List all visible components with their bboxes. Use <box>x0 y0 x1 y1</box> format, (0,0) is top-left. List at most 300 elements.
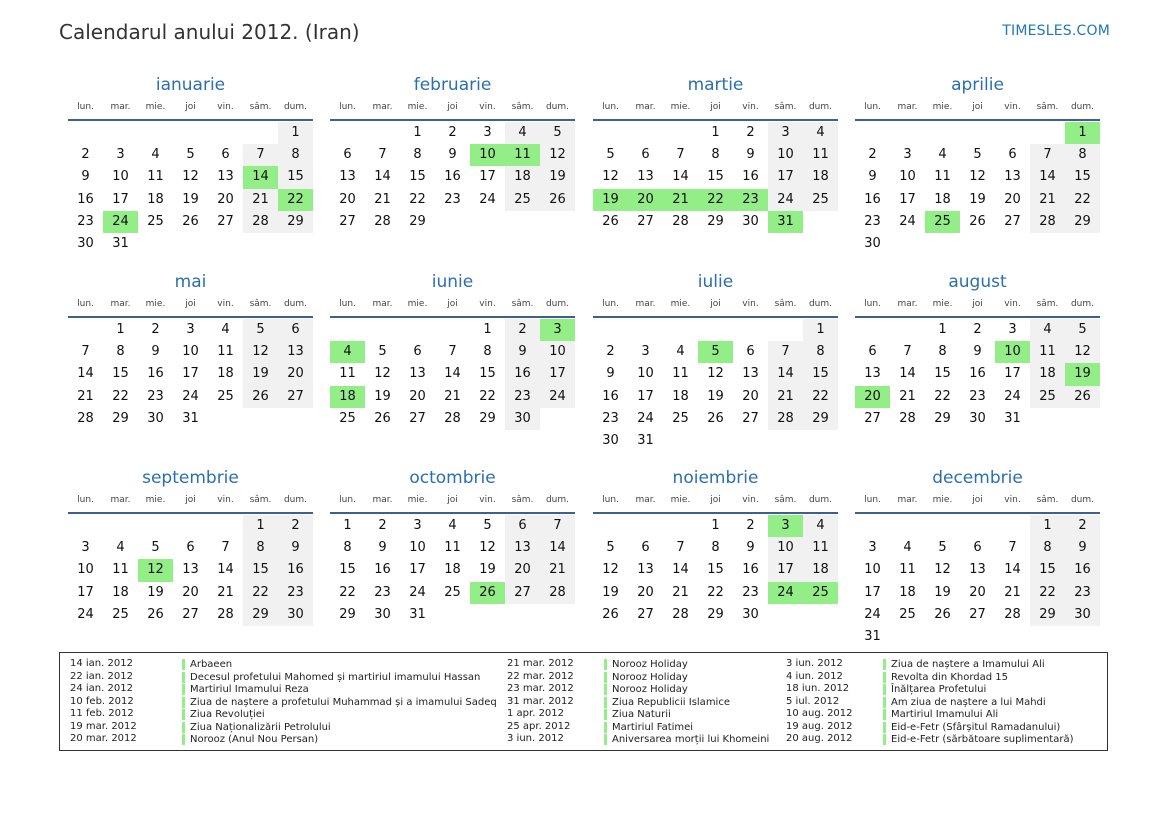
day-cell: 17 <box>864 584 881 600</box>
day-cell: 27 <box>339 213 356 229</box>
day-grid <box>330 122 575 233</box>
day-cell: 7 <box>903 344 912 360</box>
day-grid <box>593 122 838 233</box>
day-cell: 8 <box>343 540 352 556</box>
weekday-name: mie. <box>670 299 691 309</box>
empty-day-cell <box>663 319 698 341</box>
empty-day-cell <box>278 408 313 430</box>
holiday-name: Norooz Holiday <box>604 684 688 695</box>
week-row <box>330 341 575 363</box>
day-grid <box>593 515 838 626</box>
holiday-date: 23 mar. 2012 <box>507 683 574 694</box>
day-cell: 18 <box>1030 363 1065 385</box>
day-cell: 19 <box>593 189 628 211</box>
day-cell: 2 <box>505 319 540 341</box>
day-cell: 2 <box>606 344 615 360</box>
day-cell: 23 <box>969 388 986 404</box>
weekday-name: lun. <box>77 102 94 112</box>
day-cell: 10 <box>768 144 803 166</box>
weekday-name: mie. <box>670 102 691 112</box>
month-title: ianuarie <box>155 75 226 95</box>
day-cell: 7 <box>540 515 575 537</box>
day-cell: 20 <box>505 559 540 581</box>
empty-day-cell <box>663 122 698 144</box>
week-row <box>330 515 575 537</box>
day-cell: 27 <box>742 410 759 426</box>
day-cell: 15 <box>112 366 129 382</box>
empty-day-cell <box>365 122 400 144</box>
day-cell: 23 <box>444 191 461 207</box>
empty-day-cell <box>208 233 243 255</box>
weekday-name: mie. <box>407 495 428 505</box>
day-cell: 4 <box>676 344 685 360</box>
week-row <box>68 363 313 385</box>
holiday-date: 14 ian. 2012 <box>70 658 133 669</box>
day-cell: 3 <box>540 319 575 341</box>
empty-day-cell <box>890 515 925 537</box>
day-cell: 28 <box>672 606 689 622</box>
empty-day-cell <box>768 430 803 452</box>
empty-day-cell <box>995 122 1030 144</box>
day-cell: 11 <box>672 366 689 382</box>
empty-day-cell <box>803 604 838 626</box>
holiday-name: Norooz (Anul Nou Persan) <box>182 734 318 745</box>
weekday-name: joi <box>447 495 458 505</box>
day-cell: 26 <box>470 582 505 604</box>
day-cell: 22 <box>409 191 426 207</box>
weekday-name: joi <box>710 299 721 309</box>
day-cell: 20 <box>628 189 663 211</box>
day-cell: 1 <box>413 125 422 140</box>
day-cell: 30 <box>864 235 881 251</box>
weekday-name: lun. <box>339 495 356 505</box>
empty-day-cell <box>925 233 960 255</box>
weekday-name: sâm. <box>249 495 272 505</box>
empty-day-cell <box>768 604 803 626</box>
day-cell: 9 <box>973 344 982 360</box>
day-cell: 16 <box>374 562 391 578</box>
month-iunie <box>330 271 575 430</box>
weekday-name: dum. <box>1070 102 1095 112</box>
day-cell: 31 <box>768 211 803 233</box>
day-cell: 11 <box>339 366 356 382</box>
day-cell: 29 <box>707 213 724 229</box>
day-cell: 15 <box>934 366 951 382</box>
day-cell: 4 <box>803 515 838 537</box>
weekday-name: joi <box>710 495 721 505</box>
weekday-name: dum. <box>808 102 833 112</box>
holiday-name: Eid-e-Fetr (sărbătoare suplimentară) <box>883 734 1073 745</box>
day-cell: 29 <box>479 410 496 426</box>
day-cell: 29 <box>339 606 356 622</box>
header-rule <box>68 316 313 318</box>
month-title: mai <box>174 272 207 292</box>
day-cell: 15 <box>803 363 838 385</box>
day-cell: 25 <box>339 410 356 426</box>
weekday-name: joi <box>972 299 983 309</box>
day-cell: 25 <box>1030 386 1065 408</box>
holiday-date: 20 mar. 2012 <box>70 733 137 744</box>
week-row <box>593 604 838 626</box>
holiday-name: Ziua de naștere a profetului Muhammad și a imamului Sadeq <box>182 697 497 708</box>
day-cell: 3 <box>413 518 422 533</box>
day-cell: 3 <box>768 122 803 144</box>
day-cell: 17 <box>479 169 496 185</box>
day-cell: 5 <box>606 147 615 163</box>
header-rule <box>68 119 313 121</box>
day-cell: 28 <box>540 582 575 604</box>
week-row <box>68 144 313 166</box>
day-cell: 19 <box>934 584 951 600</box>
day-cell: 6 <box>641 540 650 556</box>
day-cell: 10 <box>768 537 803 559</box>
weekday-name: mar. <box>897 102 918 112</box>
week-row <box>855 144 1100 166</box>
day-cell: 1 <box>483 322 492 337</box>
day-cell: 28 <box>899 410 916 426</box>
day-cell: 21 <box>1004 584 1021 600</box>
day-cell: 12 <box>243 341 278 363</box>
weekday-name: joi <box>185 299 196 309</box>
empty-day-cell <box>243 408 278 430</box>
day-cell: 2 <box>746 518 755 533</box>
day-cell: 21 <box>672 584 689 600</box>
day-cell: 8 <box>711 540 720 556</box>
day-cell: 6 <box>1008 147 1017 163</box>
day-cell: 26 <box>602 606 619 622</box>
weekday-name: mar. <box>110 299 131 309</box>
day-cell: 15 <box>1030 559 1065 581</box>
month-title: octombrie <box>409 468 496 488</box>
day-cell: 24 <box>637 410 654 426</box>
day-cell: 2 <box>1065 515 1100 537</box>
day-cell: 29 <box>278 211 313 233</box>
day-cell: 23 <box>505 386 540 408</box>
day-cell: 9 <box>81 169 90 185</box>
weekday-name: joi <box>447 102 458 112</box>
site-link[interactable]: TIMESLES.COM <box>1002 23 1110 39</box>
day-cell: 16 <box>602 388 619 404</box>
empty-day-cell <box>330 319 365 341</box>
weekday-name: vin. <box>479 102 496 112</box>
month-title: aprilie <box>951 75 1004 95</box>
day-cell: 28 <box>1004 606 1021 622</box>
day-cell: 11 <box>1030 341 1065 363</box>
empty-day-cell <box>103 515 138 537</box>
month-octombrie <box>330 467 575 626</box>
weekday-name: sâm. <box>774 102 797 112</box>
day-cell: 2 <box>81 147 90 163</box>
day-cell: 18 <box>899 584 916 600</box>
day-cell: 23 <box>278 582 313 604</box>
day-cell: 14 <box>243 166 278 188</box>
day-cell: 5 <box>1065 319 1100 341</box>
holiday-name: Eid-e-Fetr (Sfârșitul Ramadanului) <box>883 722 1060 733</box>
empty-day-cell <box>628 515 663 537</box>
week-row <box>68 559 313 581</box>
week-row <box>68 233 313 255</box>
week-row <box>855 408 1100 430</box>
weekday-name: lun. <box>77 299 94 309</box>
header-rule <box>855 119 1100 121</box>
day-cell: 30 <box>77 235 94 251</box>
day-cell: 12 <box>138 559 173 581</box>
header-rule <box>330 316 575 318</box>
day-cell: 5 <box>973 147 982 163</box>
week-row <box>855 341 1100 363</box>
day-cell: 24 <box>77 606 94 622</box>
day-cell: 6 <box>641 147 650 163</box>
weekday-name: dum. <box>545 299 570 309</box>
empty-day-cell <box>925 122 960 144</box>
month-title: septembrie <box>142 468 239 488</box>
month-iulie <box>593 271 838 452</box>
weekday-name: sâm. <box>511 102 534 112</box>
holiday-date: 22 mar. 2012 <box>507 670 574 682</box>
empty-day-cell <box>960 626 995 648</box>
day-cell: 6 <box>221 147 230 163</box>
day-cell: 6 <box>505 515 540 537</box>
day-cell: 1 <box>278 122 313 144</box>
day-cell: 13 <box>182 562 199 578</box>
week-row <box>593 386 838 408</box>
day-cell: 26 <box>602 213 619 229</box>
day-cell: 30 <box>374 606 391 622</box>
day-cell: 16 <box>147 366 164 382</box>
day-cell: 24 <box>540 386 575 408</box>
day-cell: 29 <box>1030 604 1065 626</box>
day-cell: 14 <box>1004 562 1021 578</box>
day-cell: 12 <box>934 562 951 578</box>
holiday-date: 1 apr. 2012 <box>507 708 565 719</box>
day-cell: 27 <box>182 606 199 622</box>
day-cell: 27 <box>278 386 313 408</box>
header-rule <box>855 512 1100 514</box>
day-cell: 3 <box>641 344 650 360</box>
month-septembrie <box>68 467 313 626</box>
day-cell: 5 <box>938 540 947 556</box>
empty-day-cell <box>208 408 243 430</box>
weekday-header <box>68 293 313 315</box>
week-row <box>68 189 313 211</box>
weekday-name: dum. <box>1070 299 1095 309</box>
day-cell: 17 <box>409 562 426 578</box>
day-cell: 14 <box>1030 166 1065 188</box>
day-cell: 9 <box>378 540 387 556</box>
empty-day-cell <box>540 408 575 430</box>
empty-day-cell <box>733 319 768 341</box>
weekday-name: vin. <box>217 299 234 309</box>
empty-day-cell <box>173 122 208 144</box>
day-cell: 14 <box>374 169 391 185</box>
weekday-header <box>855 489 1100 511</box>
day-cell: 26 <box>182 213 199 229</box>
week-row <box>68 408 313 430</box>
weekday-name: lun. <box>602 299 619 309</box>
empty-day-cell <box>698 319 733 341</box>
empty-day-cell <box>400 319 435 341</box>
holiday-date: 10 feb. 2012 <box>70 695 134 707</box>
weekday-name: vin. <box>217 495 234 505</box>
day-cell: 29 <box>707 606 724 622</box>
day-cell: 5 <box>243 319 278 341</box>
empty-day-cell <box>505 211 540 233</box>
day-cell: 13 <box>637 562 654 578</box>
day-cell: 27 <box>864 410 881 426</box>
empty-day-cell <box>803 211 838 233</box>
day-cell: 22 <box>698 189 733 211</box>
weekday-name: vin. <box>1004 495 1021 505</box>
day-cell: 21 <box>217 584 234 600</box>
day-cell: 3 <box>768 515 803 537</box>
day-cell: 14 <box>672 169 689 185</box>
day-grid <box>855 515 1100 648</box>
day-cell: 15 <box>278 166 313 188</box>
holiday-name: Ziua de naștere a Imamului Ali <box>883 659 1045 670</box>
day-cell: 26 <box>707 410 724 426</box>
day-cell: 16 <box>505 363 540 385</box>
day-cell: 15 <box>707 562 724 578</box>
weekday-name: lun. <box>77 495 94 505</box>
day-cell: 6 <box>278 319 313 341</box>
weekday-name: lun. <box>339 102 356 112</box>
empty-day-cell <box>925 626 960 648</box>
weekday-name: sâm. <box>249 102 272 112</box>
day-cell: 21 <box>243 189 278 211</box>
empty-day-cell <box>435 604 470 626</box>
day-cell: 8 <box>938 344 947 360</box>
day-cell: 28 <box>444 410 461 426</box>
day-cell: 21 <box>374 191 391 207</box>
month-februarie <box>330 74 575 233</box>
day-cell: 13 <box>217 169 234 185</box>
day-cell: 8 <box>1065 144 1100 166</box>
holiday-date: 19 mar. 2012 <box>70 720 137 732</box>
weekday-name: joi <box>447 299 458 309</box>
day-cell: 24 <box>768 582 803 604</box>
weekday-name: dum. <box>545 102 570 112</box>
day-cell: 25 <box>803 582 838 604</box>
weekday-name: vin. <box>479 495 496 505</box>
day-cell: 22 <box>479 388 496 404</box>
day-cell: 21 <box>663 189 698 211</box>
empty-day-cell <box>698 430 733 452</box>
day-cell: 1 <box>938 322 947 337</box>
day-cell: 28 <box>77 410 94 426</box>
day-cell: 16 <box>742 169 759 185</box>
day-cell: 29 <box>1065 211 1100 233</box>
day-cell: 19 <box>243 363 278 385</box>
day-cell: 10 <box>995 341 1030 363</box>
day-cell: 10 <box>540 341 575 363</box>
day-cell: 8 <box>413 147 422 163</box>
day-cell: 15 <box>339 562 356 578</box>
weekday-name: lun. <box>339 299 356 309</box>
week-row <box>330 537 575 559</box>
weekday-name: mar. <box>897 299 918 309</box>
empty-day-cell <box>103 122 138 144</box>
day-cell: 26 <box>1065 386 1100 408</box>
empty-day-cell <box>435 211 470 233</box>
day-cell: 31 <box>409 606 426 622</box>
week-row <box>593 144 838 166</box>
day-cell: 25 <box>444 584 461 600</box>
day-cell: 28 <box>672 213 689 229</box>
weekday-name: mar. <box>372 102 393 112</box>
day-cell: 2 <box>448 125 457 140</box>
weekday-name: lun. <box>864 495 881 505</box>
week-row <box>593 537 838 559</box>
weekday-name: vin. <box>217 102 234 112</box>
day-cell: 11 <box>899 562 916 578</box>
day-cell: 4 <box>505 122 540 144</box>
weekday-name: sâm. <box>1036 299 1059 309</box>
empty-day-cell <box>138 233 173 255</box>
weekday-header <box>68 96 313 118</box>
day-cell: 16 <box>444 169 461 185</box>
day-cell: 5 <box>698 341 733 363</box>
weekday-name: mie. <box>145 495 166 505</box>
weekday-name: joi <box>972 102 983 112</box>
weekday-name: mar. <box>635 102 656 112</box>
weekday-name: mie. <box>407 299 428 309</box>
weekday-name: vin. <box>742 495 759 505</box>
weekday-name: mar. <box>635 495 656 505</box>
header-rule <box>593 316 838 318</box>
day-cell: 22 <box>112 388 129 404</box>
empty-day-cell <box>593 122 628 144</box>
day-cell: 19 <box>1065 363 1100 385</box>
empty-day-cell <box>365 319 400 341</box>
day-cell: 27 <box>637 213 654 229</box>
day-cell: 7 <box>1030 144 1065 166</box>
weekday-name: sâm. <box>1036 495 1059 505</box>
day-cell: 4 <box>330 341 365 363</box>
day-cell: 31 <box>1004 410 1021 426</box>
day-grid <box>68 122 313 255</box>
day-cell: 14 <box>768 363 803 385</box>
weekday-name: joi <box>710 102 721 112</box>
day-cell: 12 <box>182 169 199 185</box>
holiday-date: 24 ian. 2012 <box>70 683 133 694</box>
day-cell: 22 <box>278 189 313 211</box>
empty-day-cell <box>138 122 173 144</box>
weekday-name: sâm. <box>774 495 797 505</box>
day-cell: 23 <box>374 584 391 600</box>
day-cell: 19 <box>147 584 164 600</box>
day-cell: 4 <box>448 518 457 533</box>
day-cell: 2 <box>868 147 877 163</box>
week-row <box>593 166 838 188</box>
day-cell: 17 <box>768 166 803 188</box>
week-row <box>68 386 313 408</box>
day-grid <box>68 515 313 626</box>
empty-day-cell <box>540 211 575 233</box>
month-title: martie <box>687 75 744 95</box>
weekday-name: dum. <box>808 299 833 309</box>
day-cell: 6 <box>746 344 755 360</box>
week-row <box>330 319 575 341</box>
day-cell: 25 <box>672 410 689 426</box>
day-cell: 17 <box>77 584 94 600</box>
week-row <box>68 582 313 604</box>
day-cell: 24 <box>768 189 803 211</box>
holiday-date: 5 iul. 2012 <box>786 695 840 707</box>
empty-day-cell <box>243 233 278 255</box>
weekday-name: lun. <box>864 299 881 309</box>
day-cell: 4 <box>938 147 947 163</box>
empty-day-cell <box>173 233 208 255</box>
